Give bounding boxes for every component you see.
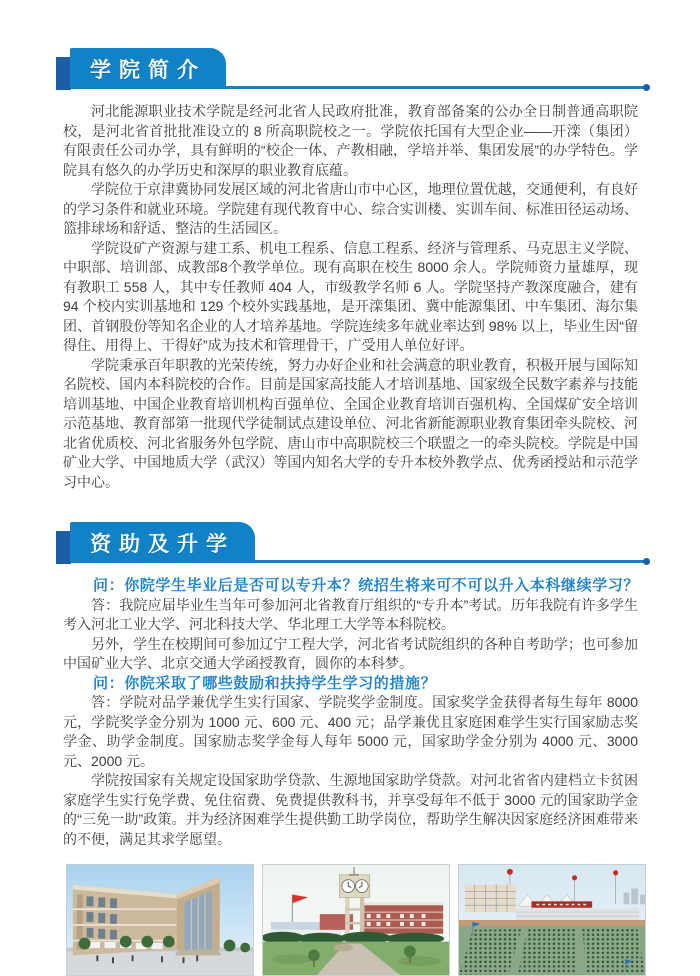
section-header-intro [56, 48, 648, 89]
header-rule [255, 560, 648, 563]
header-accent-block [56, 531, 71, 564]
section-intro [0, 48, 700, 492]
section-funding [0, 522, 700, 849]
section-header-funding [56, 522, 648, 563]
clock-tower-photo [262, 864, 450, 976]
question-2: 问：你院采取了哪些鼓励和扶持学生学习的措施？ [93, 674, 437, 692]
answer-1-paragraph-1: 答：我院应届毕业生当年可参加河北省教育厅组织的“专升本”考试。历年我院有许多学生考入河北工业大学、河北科技大学、华北理工大学等本科院校。 [63, 596, 638, 632]
answer-1-paragraph-2: 另外，学生在校期间可参加辽宁工程大学，河北省考试院组织的各种自考助学；也可参加中国矿业大学、北京交通大学函授教育，圆你的本科梦。 [63, 635, 638, 671]
rule-end-dot [643, 84, 650, 91]
intro-paragraph-3: 学院设矿产资源与建工系、机电工程系、信息工程系、经济与管理系、马克思主义学院、中职部、培训部、成教部8个教学单位。现有高职在校生 8000 余人。学院师资力量雄厚，现有教职工 558 人，其中专任教师 404 人，市级教学名师 6 人。学院坚持产教深度融合，建有 94 个校内实训基地和 129 个校外实践基地，是开滦集团、冀中能源集团、中车集团、海尔集团、首钢股份等知名企业的人才培养基地。学院连续多年就业率达到 98% 以上，毕业生因“留得住、用得上、干得好”成为技术和管理骨干，广受用人单位好评。 [63, 239, 638, 353]
header-accent-block [56, 57, 71, 90]
rule-end-dot [643, 558, 650, 565]
photo-strip [66, 864, 646, 976]
section-spacer [0, 492, 700, 522]
military-training-photo [458, 864, 646, 976]
campus-building-photo [66, 864, 254, 976]
military-training-illustration [459, 865, 645, 975]
clock-tower-illustration [263, 865, 449, 975]
header-rule [226, 86, 648, 89]
intro-text [63, 102, 638, 492]
header-tab-wrap [56, 48, 226, 89]
question-1: 问：你院学生毕业后是否可以专升本？统招生将来可不可以升入本科继续学习？ [93, 577, 640, 594]
funding-text [63, 576, 638, 849]
header-tab-wrap [56, 522, 255, 563]
section-title-funding: 资助及升学 [70, 522, 255, 563]
answer-2-paragraph-2: 学院按国家有关规定设国家助学贷款、生源地国家助学贷款。对河北省省内建档立卡贫困家庭学生实行免学费、免住宿费、免费提供教科书，并享受每年不低于 3000 元的国家助学金的“三免一助”政策。并为经济困难学生提供勤工助学岗位，帮助学生解决因家庭经济困难带来的不便，满足其求学愿望。 [63, 772, 638, 847]
section-title-intro: 学院简介 [70, 48, 226, 89]
intro-paragraph-1: 河北能源职业技术学院是经河北省人民政府批准，教育部备案的公办全日制普通高职院校，是河北省首批批准设立的 8 所高职院校之一。学院依托国有大型企业——开滦（集团）有限责任公司办学，具有鲜明的“校企一体、产教相融，学培并举、集团发展”的办学特色。学院具有悠久的办学历史和深厚的职业教育底蕴。 [63, 103, 638, 178]
answer-2-paragraph-1: 答：学院对品学兼优学生实行国家、学院奖学金制度。国家奖学金获得者每生每年 8000 元，学院奖学金分别为 1000 元、600 元、400 元；品学兼优且家庭困难学生实行国家励志奖学金、助学金制度。国家励志奖学金每人每年 5000 元，国家助学金分别为 4000 元、3000 元、2000 元。 [63, 694, 638, 769]
campus-building-illustration [67, 865, 253, 975]
intro-paragraph-2: 学院位于京津冀协同发展区域的河北省唐山市中心区，地理位置优越，交通便利，有良好的学习条件和就业环境。学院建有现代教育中心、综合实训楼、实训车间、标准田径运动场、篮排球场和舒适、整洁的生活园区。 [63, 181, 638, 236]
intro-paragraph-4: 学院秉承百年职教的光荣传统，努力办好企业和社会满意的职业教育，积极开展与国际知名院校、国内本科院校的合作。目前是国家高技能人才培训基地、国家级全民数字素养与技能培训基地、中国企业教育培训机构百强单位、全国企业教育培训百强机构、全国煤矿安全培训示范基地、教育部第一批现代学徒制试点建设单位、河北省新能源职业教育集团牵头院校、河北省优质校、河北省服务外包学院、唐山市中高职院校三个联盟之一的牵头院校。学院是中国矿业大学、中国地质大学（武汉）等国内知名大学的专升本校外教学点、优秀函授站和示范学习中心。 [63, 356, 638, 490]
